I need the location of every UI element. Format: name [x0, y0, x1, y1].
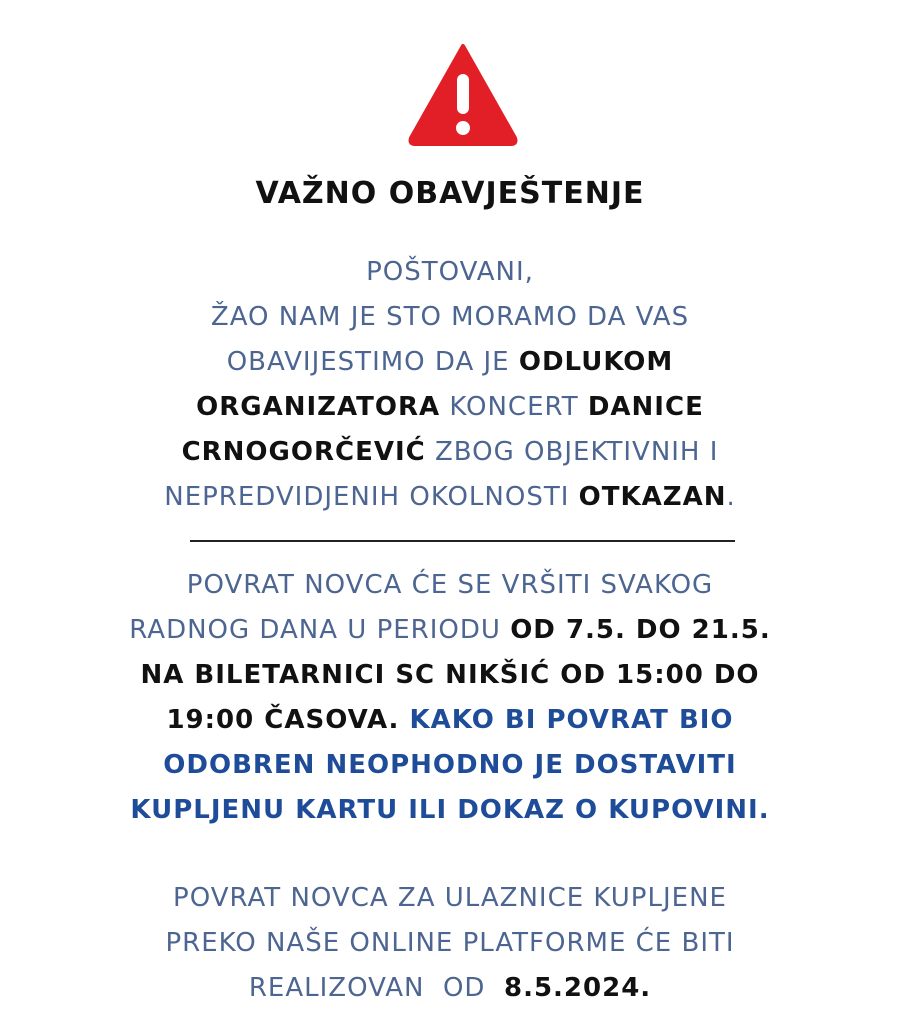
refund-line-6: KUPLJENU KARTU ILI DOKAZ O KUPOVINI.	[130, 795, 770, 825]
online-line-2: PREKO NAŠE ONLINE PLATFORME ĆE BITI	[165, 928, 735, 958]
refund-paragraph	[0, 563, 900, 833]
online-line-3: REALIZOVAN OD 8.5.2024.	[248, 973, 652, 1003]
intro-line-5: CRNOGORČEVIĆ ZBOG OBJEKTIVNIH I	[181, 437, 719, 467]
warning-triangle-icon	[405, 40, 521, 148]
intro-line-6: NEPREDVIDJENIH OKOLNOSTI OTKAZAN.	[164, 482, 736, 512]
refund-line-2: RADNOG DANA U PERIODU OD 7.5. DO 21.5.	[129, 615, 771, 645]
online-line-1: POVRAT NOVCA ZA ULAZNICE KUPLJENE	[173, 883, 727, 913]
online-refund-paragraph	[0, 876, 900, 1011]
intro-paragraph	[0, 250, 900, 520]
intro-line-1: POŠTOVANI,	[366, 257, 534, 287]
intro-line-4: ORGANIZATORA KONCERT DANICE	[196, 392, 704, 422]
intro-line-2: ŽAO NAM JE STO MORAMO DA VAS	[210, 302, 690, 332]
notice-title: VAŽNO OBAVJEŠTENJE	[255, 176, 645, 211]
refund-line-5: ODOBREN NEOPHODNO JE DOSTAVITI	[163, 750, 737, 780]
refund-line-3: NA BILETARNICI SC NIKŠIĆ OD 15:00 DO	[140, 660, 760, 690]
intro-line-3: OBAVIJESTIMO DA JE ODLUKOM	[226, 347, 674, 377]
refund-line-1: POVRAT NOVCA ĆE SE VRŠITI SVAKOG	[186, 570, 714, 600]
refund-line-4: 19:00 ČASOVA. KAKO BI POVRAT BIO	[166, 705, 734, 735]
section-divider	[190, 540, 735, 542]
